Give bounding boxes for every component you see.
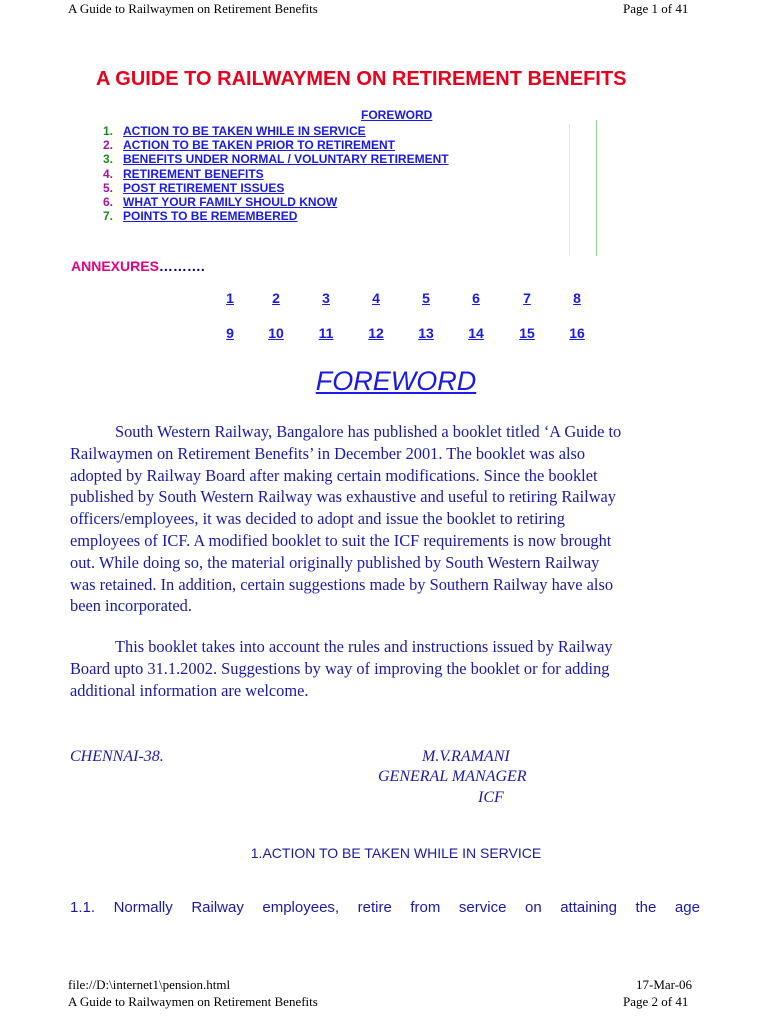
annexure-link[interactable]: 12 [368, 325, 384, 341]
footer-title: A Guide to Railwaymen on Retirement Benefits [68, 994, 318, 1009]
page-header-page-number: Page 1 of 41 [623, 1, 689, 16]
annexure-link[interactable]: 1 [226, 290, 234, 306]
toc-item-number: 1. [103, 124, 114, 138]
footer-page-number: Page 2 of 41 [623, 994, 689, 1009]
signatory-title: GENERAL MANAGER [378, 768, 527, 785]
section-text-word: service [458, 899, 507, 916]
section-1-first-line [70, 899, 700, 916]
section-text-word: 1.1. [70, 899, 96, 916]
paragraph-line: employees of ICF. A modified booklet to suit the ICF requirements is now brought [70, 530, 612, 550]
annexures-label [71, 258, 205, 274]
toc-item [103, 209, 449, 223]
toc-link[interactable]: BENEFITS UNDER NORMAL / VOLUNTARY RETIREMENT [123, 152, 449, 167]
toc-item [103, 167, 449, 181]
toc-item [103, 195, 449, 209]
section-text-word: retire [357, 899, 392, 916]
annexure-link[interactable]: 10 [268, 325, 284, 341]
paragraph-line: adopted by Railway Board after making certain modifications. Since the booklet [70, 465, 598, 485]
annexures-label-text: ANNEXURES [71, 258, 159, 274]
toc-item [103, 152, 449, 166]
section-text-word: employees, [262, 899, 340, 916]
section-1-heading: 1.ACTION TO BE TAKEN WHILE IN SERVICE [250, 845, 542, 861]
section-text-word: Normally [113, 899, 173, 916]
toc-item-number: 2. [103, 138, 114, 153]
section-text-word: from [410, 899, 441, 916]
paragraph-line: Railwaymen on Retirement Benefits’ in December 2001. The booklet was also [70, 443, 586, 463]
annexure-link[interactable]: 6 [472, 290, 480, 306]
foreword-heading: FOREWORD [315, 366, 477, 396]
foreword-paragraph-1 [70, 421, 702, 617]
annexure-link[interactable]: 5 [422, 290, 430, 306]
toc-item-number: 7. [103, 209, 114, 224]
footer-file-path: file://D:\internet1\pension.html [68, 977, 231, 992]
document-title: A GUIDE TO RAILWAYMEN ON RETIREMENT BENEFITS [96, 68, 627, 90]
foreword-paragraph-2 [70, 636, 702, 701]
toc-item-number: 3. [103, 152, 114, 167]
divider-line [596, 120, 597, 256]
toc-item [103, 181, 449, 195]
section-text-word: age [674, 899, 700, 916]
toc-item-number: 5. [103, 180, 114, 195]
annexure-link[interactable]: 13 [418, 325, 434, 341]
paragraph-line: additional information are welcome. [70, 680, 309, 700]
annexure-link[interactable]: 8 [573, 290, 581, 306]
annexure-link[interactable]: 9 [226, 325, 234, 341]
annexure-link[interactable]: 15 [519, 325, 535, 341]
paragraph-line: been incorporated. [70, 596, 192, 616]
page-header-title: A Guide to Railwaymen on Retirement Benefits [68, 1, 318, 16]
annexure-link[interactable]: 4 [372, 290, 380, 306]
paragraph-line: officers/employees, it was decided to adopt and issue the booklet to retiring [70, 509, 565, 529]
place-label: CHENNAI-38. [70, 748, 164, 765]
annexure-link[interactable]: 3 [322, 290, 330, 306]
section-text-word: the [635, 899, 657, 916]
paragraph-line: was retained. In addition, certain suggestions made by Southern Railway have also [70, 574, 614, 594]
annexure-link[interactable]: 16 [569, 325, 585, 341]
annexure-link[interactable]: 2 [272, 290, 280, 306]
signatory-org: ICF [478, 789, 504, 806]
toc-item-number: 4. [103, 166, 114, 181]
toc-link[interactable]: POINTS TO BE REMEMBERED [123, 209, 298, 224]
toc-link[interactable]: ACTION TO BE TAKEN WHILE IN SERVICE [123, 124, 366, 138]
annexure-link[interactable]: 14 [468, 325, 484, 341]
toc-link[interactable]: POST RETIREMENT ISSUES [123, 180, 285, 195]
toc-item [103, 138, 449, 152]
signatory-name: M.V.RAMANI [422, 748, 510, 765]
section-text-word: Railway [191, 899, 244, 916]
toc-link-foreword[interactable]: FOREWORD [361, 108, 433, 122]
section-text-word: attaining [560, 899, 617, 916]
paragraph-line: out. While doing so, the material originally published by South Western Railway [70, 552, 600, 572]
paragraph-line: published by South Western Railway was exhaustive and useful to retiring Railway [70, 487, 616, 507]
annexures-dots: ………. [158, 258, 205, 274]
toc-link[interactable]: RETIREMENT BENEFITS [123, 166, 264, 181]
toc-item [103, 124, 449, 138]
table-of-contents [103, 124, 449, 223]
paragraph-line: Board upto 31.1.2002. Suggestions by way of improving the booklet or for adding [70, 658, 610, 678]
toc-link[interactable]: ACTION TO BE TAKEN PRIOR TO RETIREMENT [123, 138, 396, 153]
divider-line [569, 124, 570, 256]
annexure-link[interactable]: 7 [523, 290, 531, 306]
section-text-word: on [524, 899, 542, 916]
footer-date: 17-Mar-06 [636, 977, 693, 992]
annexure-link[interactable]: 11 [318, 325, 334, 341]
paragraph-line: This booklet takes into account the rules and instructions issued by Railway [115, 637, 613, 656]
paragraph-line: South Western Railway, Bangalore has published a booklet titled ‘A Guide to [115, 422, 622, 441]
toc-item-number: 6. [103, 194, 114, 209]
toc-link[interactable]: WHAT YOUR FAMILY SHOULD KNOW [123, 194, 338, 209]
